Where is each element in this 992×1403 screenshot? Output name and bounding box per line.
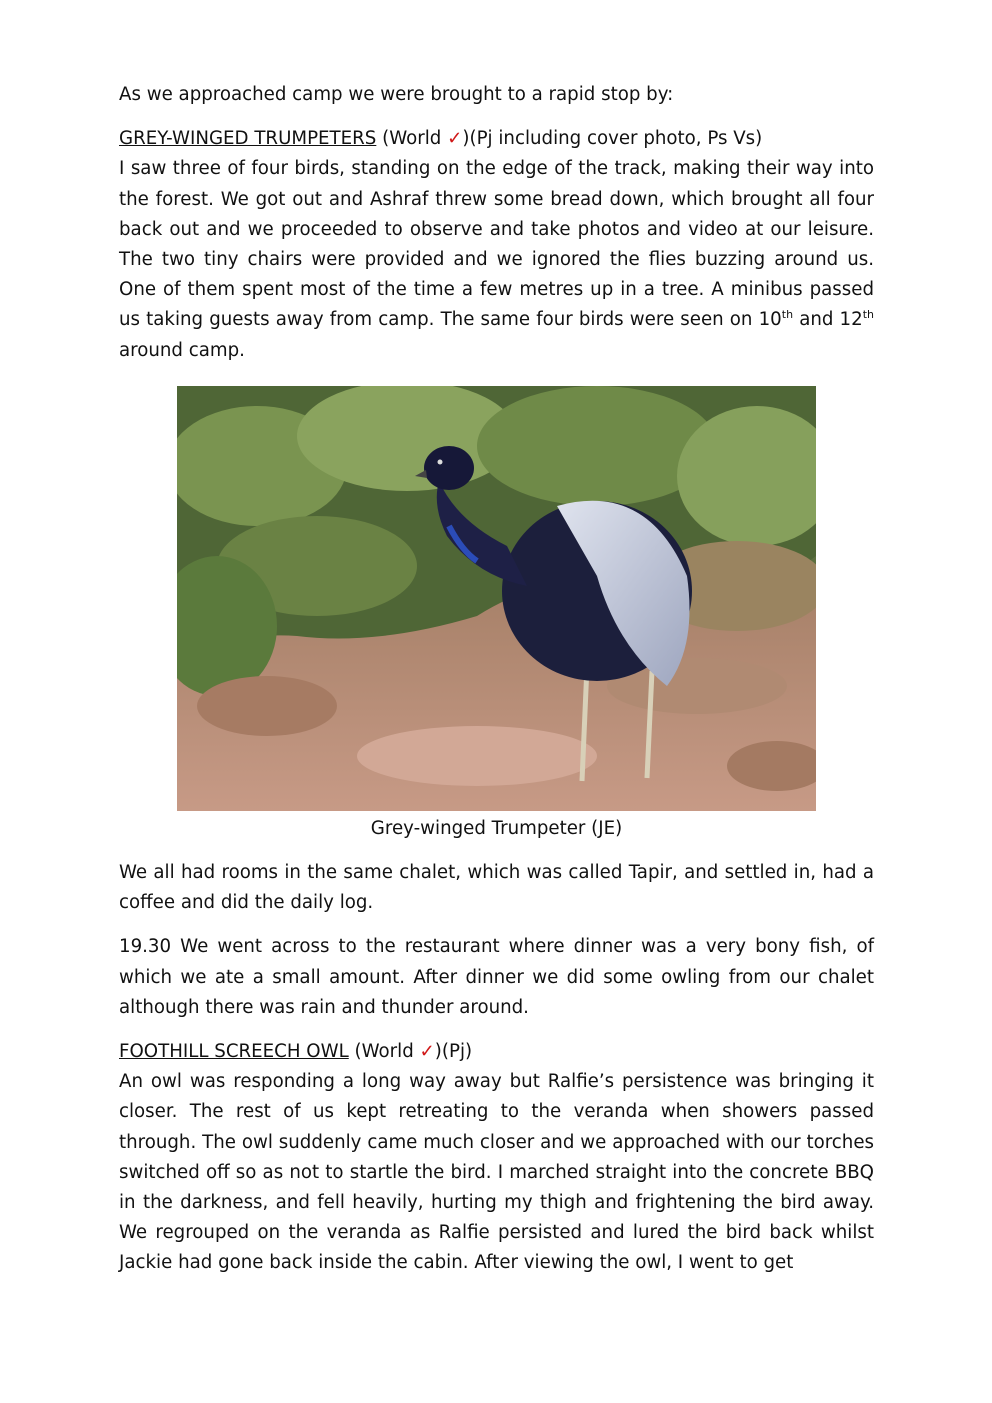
tick-icon: ✓ <box>447 128 463 150</box>
species-name-owl: FOOTHILL SCREECH OWL <box>119 1041 349 1063</box>
intro-paragraph: As we approached camp we were brought to a rapid stop by: <box>119 84 674 105</box>
ordinal-suffix-2: th <box>862 308 874 322</box>
page-body-continued <box>119 858 874 1279</box>
tag-open-2: (World <box>348 1041 420 1063</box>
species-name-trumpeter: GREY-WINGED TRUMPETERS <box>119 128 377 150</box>
page-body <box>119 80 874 366</box>
ordinal-suffix: th <box>781 308 794 322</box>
paragraph-chalet: We all had rooms in the same chalet, which was called Tapir, and settled in, had a coffee and did the daily log. <box>119 862 874 914</box>
section2-heading <box>119 1037 874 1067</box>
section1-text-3: around camp. <box>119 339 245 361</box>
section1-text-2: and 12 <box>793 309 863 331</box>
section2-body: An owl was responding a long way away but Ralfie’s persistence was bringing it closer. The rest of us kept retreating to the veranda when showers passed through. The owl suddenly came much closer and we approached with our torches switched off so as not to startle the bird. I marched straight into the concrete BBQ in the darkness, and fell heavily, hurting my thigh and frightening the bird away. We regrouped on the veranda as Ralfie persisted and lured the bird back whilst Jackie had gone back inside the cabin. After viewing the owl, I went to get <box>119 1071 874 1274</box>
tag-close-2: )(Pj) <box>434 1041 473 1063</box>
section1-body <box>119 154 874 365</box>
trumpeter-photo <box>177 386 816 811</box>
paragraph-dinner: 19.30 We went across to the restaurant where dinner was a very bony fish, of which we ate a small amount. After dinner we did some owling from our chalet although there was rain and thunder around. <box>119 936 874 1018</box>
tick-icon: ✓ <box>419 1041 435 1063</box>
photo-caption: Grey-winged Trumpeter (JE) <box>370 818 623 839</box>
tag-close: )(Pj including cover photo, Ps Vs) <box>462 128 763 150</box>
tag-open: (World <box>382 128 448 150</box>
section1-text: I saw three of four birds, standing on the edge of the track, making their way into the forest. We got out and Ashraf threw some bread down, which brought all four back out and we proceeded to observe and take photos and video at our leisure. The two tiny chairs were provided and we ignored the flies buzzing around us. One of them spent most of the time a few metres up in a tree. A minibus passed us taking guests away from camp. The same four birds were seen on 10 <box>119 158 874 331</box>
section1-heading <box>119 124 874 154</box>
